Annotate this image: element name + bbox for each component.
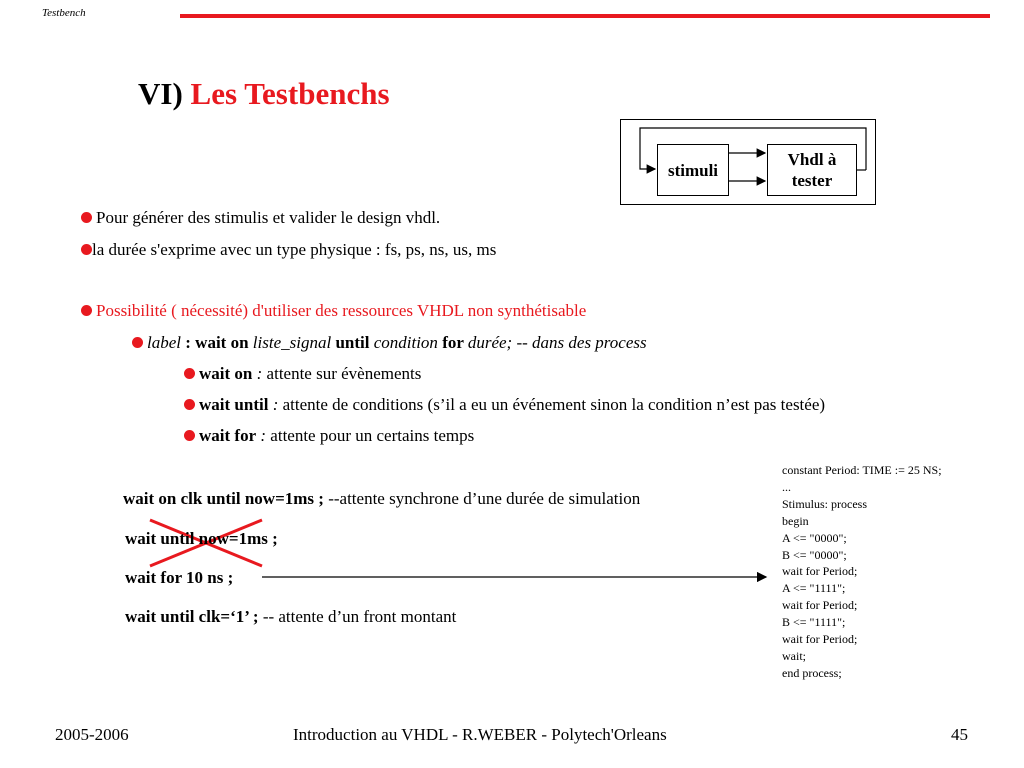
footer-title: Introduction au VHDL - R.WEBER - Polytech'Orleans xyxy=(293,725,667,744)
example-2 xyxy=(125,529,278,549)
title-number: VI) xyxy=(138,76,183,111)
example-1 xyxy=(123,489,640,509)
code-line: wait for Period; xyxy=(782,632,858,647)
colon: : xyxy=(256,426,267,445)
bullet-2 xyxy=(81,240,496,260)
syntax-line xyxy=(132,333,647,353)
stimuli-label: stimuli xyxy=(667,160,719,180)
bullet-dot xyxy=(132,337,143,348)
example-1-code: wait on clk until now=1ms ; xyxy=(123,489,324,508)
syntax-wait-on: : wait on xyxy=(181,333,253,352)
dut-label-line2: tester xyxy=(791,171,833,190)
syntax-label: label xyxy=(147,333,181,352)
bullet-dot xyxy=(81,244,92,255)
sub-bullet-text: attente de conditions (s’il a eu un événement sinon la condition n’est pas testée) xyxy=(278,395,826,414)
example-4-code: wait until clk=‘1’ ; xyxy=(125,607,259,626)
example-3-code: wait for 10 ns ; xyxy=(125,568,234,587)
code-line: B <= "0000"; xyxy=(782,547,847,562)
bullet-dot xyxy=(184,399,195,410)
bullet-1 xyxy=(81,208,440,228)
footer-year: 2005-2006 xyxy=(55,725,129,744)
code-line: A <= "1111"; xyxy=(782,581,846,596)
sub-bullet-wait-until xyxy=(184,395,825,415)
bullet-dot xyxy=(81,212,92,223)
colon: : xyxy=(252,364,263,383)
code-line: ... xyxy=(782,479,791,494)
footer-page-number: 45 xyxy=(951,725,968,744)
code-line: wait for Period; xyxy=(782,598,858,613)
colon: : xyxy=(268,395,279,414)
dut-label-line1: Vhdl à xyxy=(787,150,837,169)
header-label: Testbench xyxy=(42,7,86,19)
bullet-dot xyxy=(81,305,92,316)
code-line: end process; xyxy=(782,665,842,680)
code-line: wait; xyxy=(782,648,806,663)
kw-wait-for: wait for xyxy=(199,426,257,445)
code-listing xyxy=(782,462,942,682)
example-2-code: wait until now=1ms ; xyxy=(125,529,278,548)
title-text: Les Testbenchs xyxy=(190,76,390,111)
code-line: Stimulus: process xyxy=(782,496,868,511)
bullet-dot xyxy=(184,430,195,441)
stimuli-box xyxy=(657,144,729,196)
bullet-dot xyxy=(184,368,195,379)
example-1-comment: --attente synchrone d’une durée de simulation xyxy=(323,489,641,508)
syntax-until: until xyxy=(331,333,374,352)
sub-bullet-wait-for xyxy=(184,426,474,446)
kw-wait-until: wait until xyxy=(199,395,269,414)
bullet-3-text: Possibilité ( nécessité) d'utiliser des ressources VHDL non synthétisable xyxy=(96,301,587,320)
bullet-3 xyxy=(81,301,586,321)
sub-bullet-text: attente sur évènements xyxy=(262,364,422,383)
code-line: A <= "0000"; xyxy=(782,530,847,545)
example-4 xyxy=(125,607,456,627)
syntax-condition: condition xyxy=(373,333,438,352)
kw-wait-on: wait on xyxy=(199,364,253,383)
syntax-duree: durée; -- dans des process xyxy=(467,333,647,352)
code-line: wait for Period; xyxy=(782,564,858,579)
code-line: constant Period: TIME := 25 NS; xyxy=(782,463,942,477)
sub-bullet-wait-on xyxy=(184,364,421,384)
syntax-for: for xyxy=(437,333,468,352)
dut-label xyxy=(788,149,837,191)
example-3 xyxy=(125,568,233,588)
bullet-2-text: la durée s'exprime avec un type physique : fs, ps, ns, us, ms xyxy=(92,240,497,259)
code-line: begin xyxy=(782,513,809,528)
bullet-1-text: Pour générer des stimulis et valider le design vhdl. xyxy=(96,208,441,227)
code-line: B <= "1111"; xyxy=(782,615,846,630)
syntax-liste-signal: liste_signal xyxy=(252,333,332,352)
dut-box xyxy=(767,144,857,196)
sub-bullet-text: attente pour un certains temps xyxy=(266,426,475,445)
example-4-comment: -- attente d’un front montant xyxy=(258,607,457,626)
